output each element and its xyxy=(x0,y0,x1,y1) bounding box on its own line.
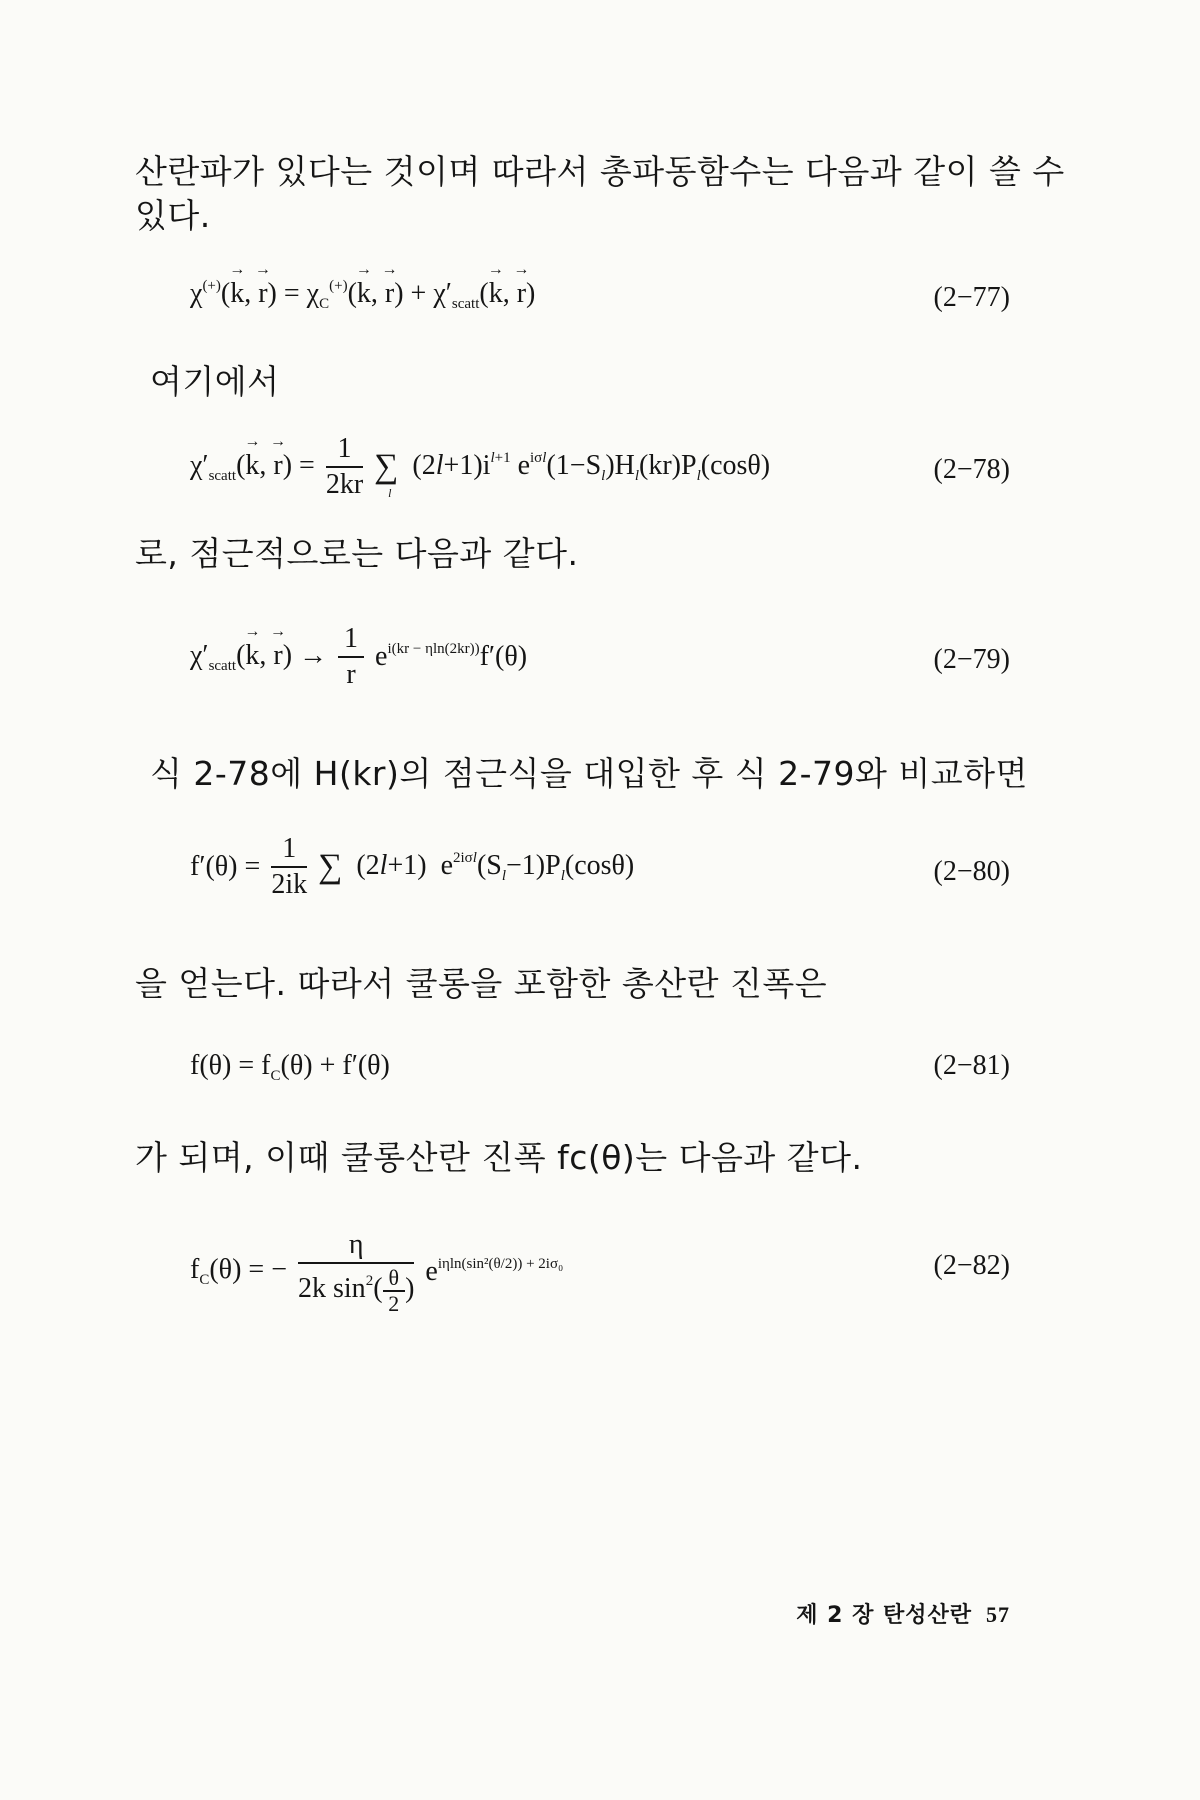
chapter-title: 제 2 장 탄성산란 xyxy=(796,1603,972,1628)
page-footer xyxy=(796,1598,1010,1629)
paragraph-coulomb-amplitude: 가 되며, 이때 쿨롱산란 진폭 fc(θ)는 다음과 같다. xyxy=(135,1138,863,1177)
paragraph-total-wavefunction: 산란파가 있다는 것이며 따라서 총파동함수는 다음과 같이 쓸 수 있다. xyxy=(135,152,1065,235)
equation-number-2-80: (2−80) xyxy=(933,856,1010,887)
equation-number-2-81: (2−81) xyxy=(933,1050,1010,1081)
equation-2-77: χ(+)(→ k, → $r) = \chi_C^{(+)}(\to k$, → $r) + \chi'_{scatt}(\to k$, → r) xyxy=(190,278,1010,368)
equation-2-80: f′(θ) = $\frac{1}{2ik}$ ∑ (2l+1) $e^{2i\sigma l}(S_l-1)P_l(\cos\theta)$ xyxy=(190,833,635,900)
fraction-1-over-2kr: $\frac{1}{2kr}$ xyxy=(325,433,364,500)
paragraph-asymptotic: 로, 점근적으로는 다음과 같다. xyxy=(135,534,579,573)
equation-number-2-77: (2−77) xyxy=(933,282,1010,313)
fraction-1-over-r: $\frac{1}{r}$ xyxy=(338,622,364,692)
equation-2-82: $f_C(\theta)$ = − η 2k $\sin^2$( $\frac{\theta}{2}$ ) $e^{i\eta ln(sin^2(\theta/2)) + 2i\sigma_0}$ xyxy=(190,1229,564,1316)
equation-2-81: $f(\theta) = f_C(\theta) + f'(\theta)$ xyxy=(190,1050,390,1084)
equation-number-2-78: (2−78) xyxy=(933,454,1010,485)
paragraph-where: 여기에서 xyxy=(150,362,280,401)
paragraph-substitute: 식 2-78에 H(kr)의 점근식을 대입한 후 식 2-79와 비교하면 xyxy=(150,754,1028,793)
equation-2-78: $\chi'_{scatt}(\to k$, → r) = $\frac{1}{2kr}$ ∑ l $(2l+1)i^{l+1}$ $e^{i\sigma l}(1-S_l)H_l(kr)P_l(\cos\theta)$ xyxy=(190,432,1010,522)
equation-2-79: $\chi'_{scatt}(\to k$, → r) → $\frac{1}{r}$ $e^{i(kr - \eta ln(2kr))}f'(\theta)$ xyxy=(190,622,1010,712)
page-number: 57 xyxy=(986,1602,1010,1627)
paragraph-total-amplitude: 을 얻는다. 따라서 쿨롱을 포함한 총산란 진폭은 xyxy=(135,964,828,1003)
equation-number-2-79: (2−79) xyxy=(933,644,1010,675)
fraction-eta-over-2k-sin: η 2k $\sin^2$( $\frac{\theta}{2}$ ) xyxy=(298,1229,415,1316)
equation-number-2-82: (2−82) xyxy=(933,1250,1010,1281)
fraction-1-over-2ik: $\frac{1}{2ik}$ xyxy=(271,833,308,900)
